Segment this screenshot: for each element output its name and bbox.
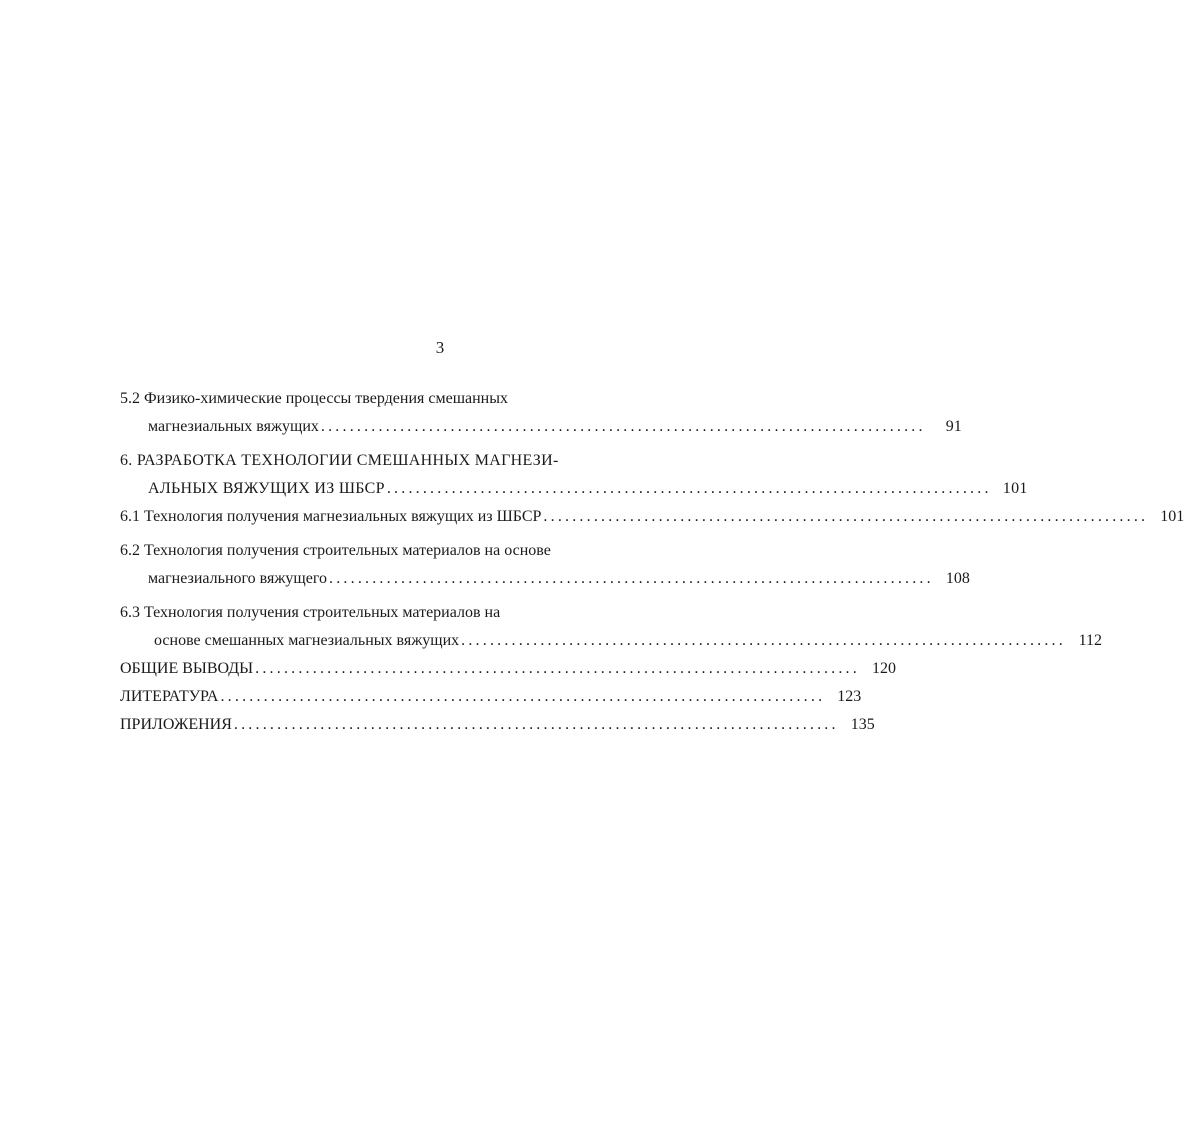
toc-entry-6-2-line-2 [120,568,970,596]
leader-dots: .................................................................................... [255,660,860,677]
toc-entry-text: 6.3 Технология получения строительных материалов на [120,604,501,621]
leader-dots: .................................................................................... [233,716,839,733]
toc-page-number: 123 [837,688,862,705]
toc-page-number: 108 [945,570,970,587]
toc-entry-conclusions [120,658,896,686]
leader-dots: .................................................................................... [329,570,934,587]
leader-dots: .................................................................................... [543,508,1149,525]
toc-page-number: 135 [850,716,875,733]
toc-page-number: 112 [1078,632,1102,649]
toc-entry-text: 6.1 Технология получения магнезиальных вяжущих из ШБСР [120,508,542,525]
toc-entry-text: 6. РАЗРАБОТКА ТЕХНОЛОГИИ СМЕШАННЫХ МАГНЕЗИ- [120,452,559,469]
leader-dots: .................................................................................... [386,480,992,497]
toc-entry-text: АЛЬНЫХ ВЯЖУЩИХ ИЗ ШБСР [148,480,385,497]
leader-dots: .................................................................................... [220,688,826,705]
toc-entry-literature [120,686,862,714]
toc-entry-appendices [120,714,875,742]
table-of-contents [120,388,1184,742]
toc-page-number: 101 [1002,480,1028,497]
leader-dots: .................................................................................... [320,418,926,435]
toc-entry-6-1 [120,506,1184,534]
toc-entry-text: магнезиального вяжущего [148,570,328,587]
toc-entry-6-line-2 [120,478,1028,506]
leader-dots: .................................................................................... [461,632,1066,649]
toc-page-number: 91 [945,418,962,435]
toc-entry-text: ЛИТЕРАТУРА [120,688,219,705]
toc-entry-text: ОБЩИЕ ВЫВОДЫ [120,660,254,677]
toc-entry-6-line-1 [120,450,714,478]
toc-entry-text: основе смешанных магнезиальных вяжущих [154,632,460,649]
toc-entry-6-3-line-1 [120,602,714,630]
toc-entry-text: 6.2 Технология получения строительных материалов на основе [120,542,551,559]
toc-entry-5-2-line-2 [120,416,962,444]
toc-page-number: 101 [1160,508,1184,525]
toc-entry-5-2-line-1 [120,388,714,416]
toc-entry-text: 5.2 Физико-химические процессы твердения смешанных [120,390,508,407]
toc-page-number: 120 [871,660,896,677]
page-number: 3 [435,338,445,357]
toc-entry-6-2-line-1 [120,540,714,568]
toc-entry-text: магнезиальных вяжущих [148,418,319,435]
toc-entry-text: ПРИЛОЖЕНИЯ [120,716,232,733]
toc-entry-6-3-line-2 [120,630,1102,658]
